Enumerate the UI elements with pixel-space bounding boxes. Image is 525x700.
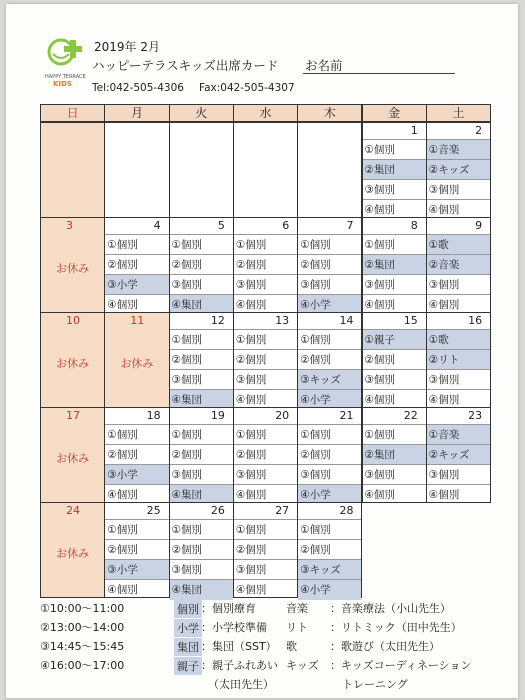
day-number: 26: [210, 504, 225, 517]
day-cell: [362, 312, 427, 408]
name-field[interactable]: [303, 73, 455, 74]
session-slot: ②個別: [234, 349, 297, 370]
month-label: 2019年 2月: [94, 40, 160, 54]
day-cell: [426, 407, 491, 503]
session-slot: ①個別: [105, 424, 168, 445]
code-abbrev: 歌: [286, 640, 297, 653]
session-slot: ①親子: [363, 329, 426, 350]
day-number: 8: [410, 219, 418, 232]
session-slot: ①個別: [234, 519, 297, 540]
session-slot: ④集団: [170, 294, 233, 315]
day-number: 22: [403, 409, 418, 422]
session-slot: ②個別: [105, 254, 168, 275]
session-slot: ②個別: [234, 444, 297, 465]
code-description: ：親子ふれあい: [201, 659, 278, 672]
session-slot: ③個別: [298, 274, 361, 295]
day-number: 2: [475, 124, 483, 137]
day-number: 5: [217, 219, 225, 232]
session-slot: ①個別: [170, 234, 233, 255]
session-slot: ④集団: [170, 579, 233, 600]
session-slot: ②集団: [363, 254, 426, 275]
day-cell: [104, 502, 169, 598]
session-slot: ③小学: [105, 274, 168, 295]
day-number: 4: [153, 219, 161, 232]
day-cell: [297, 312, 362, 408]
day-number: 1: [410, 124, 418, 137]
closed-day-cell: [40, 312, 105, 408]
session-slot: ④個別: [363, 389, 426, 410]
session-slot: ②集団: [363, 444, 426, 465]
session-slot: ②キッズ: [427, 444, 490, 465]
day-number: 24: [66, 504, 80, 517]
session-slot: ③個別: [234, 274, 297, 295]
day-cell: [297, 502, 362, 598]
session-slot: ④集団: [170, 484, 233, 505]
session-slot: ②個別: [105, 444, 168, 465]
code-abbrev: リト: [286, 621, 308, 634]
session-slot: ①歌: [427, 329, 490, 350]
session-slot: ④個別: [427, 199, 490, 220]
card-title: ハッピーテラスキッズ出席カード: [92, 58, 279, 73]
session-slot: ②個別: [234, 254, 297, 275]
svg-text:HAPPY TERRACE: HAPPY TERRACE: [45, 74, 86, 80]
session-slot: ④個別: [427, 484, 490, 505]
session-slot: ③キッズ: [298, 559, 361, 580]
session-slot: ③個別: [363, 369, 426, 390]
session-slot: ①個別: [170, 329, 233, 350]
session-slot: ④小学: [298, 484, 361, 505]
session-slot: ①個別: [234, 329, 297, 350]
day-number: 6: [282, 219, 290, 232]
day-number: 18: [146, 409, 161, 422]
day-cell: [426, 217, 491, 313]
session-slot: ①個別: [363, 424, 426, 445]
closed-label: お休み: [56, 452, 90, 465]
session-slot: ①個別: [170, 519, 233, 540]
session-slot: ②個別: [170, 254, 233, 275]
session-slot: ②個別: [170, 444, 233, 465]
empty-day-cell: [362, 502, 427, 598]
time-slot-label: ③14:45～15:45: [40, 640, 125, 653]
session-slot: ①音楽: [427, 424, 490, 445]
day-number: 20: [275, 409, 290, 422]
code-description: ：個別療育: [201, 602, 256, 615]
session-slot: ②リト: [427, 349, 490, 370]
session-slot: ①個別: [298, 519, 361, 540]
empty-day-cell: [297, 122, 362, 218]
session-slot: ④個別: [105, 579, 168, 600]
session-slot: ③個別: [170, 274, 233, 295]
session-slot: ③小学: [105, 559, 168, 580]
session-slot: ①個別: [170, 424, 233, 445]
session-slot: ①個別: [298, 329, 361, 350]
session-slot: ④個別: [234, 484, 297, 505]
session-slot: ③個別: [170, 559, 233, 580]
code-note: トレーニング: [342, 678, 408, 691]
session-slot: ②個別: [298, 254, 361, 275]
session-slot: ①歌: [427, 234, 490, 255]
session-slot: ②集団: [363, 159, 426, 180]
empty-day-cell: [169, 122, 234, 218]
session-slot: ③キッズ: [298, 369, 361, 390]
day-cell: [169, 407, 234, 503]
closed-day-cell: [40, 407, 105, 503]
session-slot: ③個別: [363, 179, 426, 200]
time-slot-label: ④16:00～17:00: [40, 659, 125, 672]
code-description: ：キッズコーディネーション: [330, 659, 472, 672]
session-slot: ③個別: [363, 274, 426, 295]
empty-day-cell: [426, 502, 491, 598]
code-abbrev: 親子: [174, 657, 202, 675]
closed-label: お休み: [120, 357, 154, 370]
day-number: 7: [346, 219, 354, 232]
closed-day-cell: [40, 502, 105, 598]
day-cell: [362, 122, 427, 218]
day-number: 11: [130, 314, 145, 327]
time-slot-label: ①10:00～11:00: [40, 602, 125, 615]
day-cell: [426, 122, 491, 218]
day-number: 15: [403, 314, 418, 327]
session-slot: ③個別: [298, 464, 361, 485]
weekday-header: 火: [169, 104, 234, 122]
session-slot: ④個別: [105, 484, 168, 505]
weekday-header: 金: [362, 104, 427, 122]
day-number: 25: [146, 504, 161, 517]
session-slot: ①個別: [234, 234, 297, 255]
session-slot: ①個別: [234, 424, 297, 445]
day-cell: [169, 312, 234, 408]
session-slot: ④小学: [298, 389, 361, 410]
closed-day-cell: [40, 217, 105, 313]
session-slot: ④個別: [234, 579, 297, 600]
day-number: 27: [275, 504, 290, 517]
session-slot: ①個別: [298, 234, 361, 255]
day-number: 14: [339, 314, 354, 327]
code-abbrev: 音楽: [286, 602, 308, 615]
code-abbrev: キッズ: [286, 659, 319, 672]
session-slot: ①個別: [363, 234, 426, 255]
day-number: 23: [468, 409, 483, 422]
day-cell: [297, 217, 362, 313]
session-slot: ③小学: [105, 464, 168, 485]
session-slot: ④小学: [298, 579, 361, 600]
day-number: 28: [339, 504, 354, 517]
day-cell: [104, 407, 169, 503]
session-slot: ②個別: [234, 539, 297, 560]
code-description: ：リトミック（田中先生）: [330, 621, 462, 634]
session-slot: ②個別: [298, 539, 361, 560]
day-cell: [233, 407, 298, 503]
code-description: ：集団（SST）: [201, 640, 277, 653]
session-slot: ③個別: [363, 464, 426, 485]
session-slot: ③個別: [170, 369, 233, 390]
weekday-header: 月: [104, 104, 169, 122]
day-cell: [104, 217, 169, 313]
code-abbrev: 集団: [174, 638, 202, 656]
empty-day-cell: [233, 122, 298, 218]
code-note: （太田先生）: [208, 678, 274, 691]
day-cell: [233, 217, 298, 313]
day-number: 10: [66, 314, 80, 327]
session-slot: ④個別: [234, 389, 297, 410]
session-slot: ②音楽: [427, 254, 490, 275]
attendance-card: [6, 4, 518, 698]
day-number: 19: [210, 409, 225, 422]
day-cell: [426, 312, 491, 408]
session-slot: ①個別: [105, 234, 168, 255]
session-slot: ②個別: [170, 539, 233, 560]
day-number: 21: [339, 409, 354, 422]
session-slot: ③個別: [170, 464, 233, 485]
session-slot: ③個別: [427, 369, 490, 390]
day-cell: [362, 217, 427, 313]
tel-number: Tel:042-505-4306: [92, 82, 184, 94]
session-slot: ④個別: [427, 389, 490, 410]
weekday-header: 水: [233, 104, 298, 122]
session-slot: ④個別: [363, 484, 426, 505]
closed-label: お休み: [56, 547, 90, 560]
closed-label: お休み: [56, 262, 90, 275]
session-slot: ③個別: [234, 559, 297, 580]
day-cell: [233, 312, 298, 408]
code-description: ：音楽療法（小山先生）: [330, 602, 451, 615]
session-slot: ③個別: [234, 369, 297, 390]
session-slot: ①個別: [105, 519, 168, 540]
session-slot: ④小学: [298, 294, 361, 315]
session-slot: ③個別: [234, 464, 297, 485]
empty-day-cell: [104, 122, 169, 218]
day-cell: [169, 502, 234, 598]
day-cell: [233, 502, 298, 598]
session-slot: ④個別: [234, 294, 297, 315]
day-number: 3: [66, 219, 73, 232]
fax-number: Fax:042-505-4307: [199, 82, 295, 94]
session-slot: ②キッズ: [427, 159, 490, 180]
closed-day-cell: [104, 312, 169, 408]
session-slot: ②個別: [298, 444, 361, 465]
session-slot: ①音楽: [427, 139, 490, 160]
session-slot: ①個別: [298, 424, 361, 445]
session-slot: ④個別: [363, 199, 426, 220]
day-number: 17: [66, 409, 80, 422]
session-slot: ④個別: [363, 294, 426, 315]
code-abbrev: 小学: [174, 619, 202, 637]
happy-terrace-logo: [43, 34, 93, 94]
weekday-header: 木: [297, 104, 362, 122]
code-abbrev: 個別: [174, 600, 202, 618]
empty-day-cell: [40, 122, 105, 218]
session-slot: ④個別: [427, 294, 490, 315]
day-number: 16: [468, 314, 483, 327]
day-cell: [297, 407, 362, 503]
weekday-header: 土: [426, 104, 491, 122]
day-cell: [362, 407, 427, 503]
session-slot: ③個別: [427, 274, 490, 295]
code-description: ：小学校準備: [201, 621, 267, 634]
session-slot: ④集団: [170, 389, 233, 410]
day-cell: [169, 217, 234, 313]
day-number: 12: [210, 314, 225, 327]
session-slot: ②個別: [170, 349, 233, 370]
code-description: ：歌遊び（太田先生）: [330, 640, 440, 653]
session-slot: ③個別: [427, 179, 490, 200]
closed-label: お休み: [56, 357, 90, 370]
session-slot: ④個別: [105, 294, 168, 315]
session-slot: ①個別: [363, 139, 426, 160]
session-slot: ②個別: [298, 349, 361, 370]
day-number: 9: [475, 219, 483, 232]
weekday-header: 日: [40, 104, 105, 122]
time-slot-label: ②13:00～14:00: [40, 621, 125, 634]
name-label: お名前: [305, 58, 343, 73]
session-slot: ②個別: [363, 349, 426, 370]
session-slot: ②個別: [105, 539, 168, 560]
day-number: 13: [275, 314, 290, 327]
svg-text:KIDS: KIDS: [53, 80, 72, 88]
session-slot: ③個別: [427, 464, 490, 485]
